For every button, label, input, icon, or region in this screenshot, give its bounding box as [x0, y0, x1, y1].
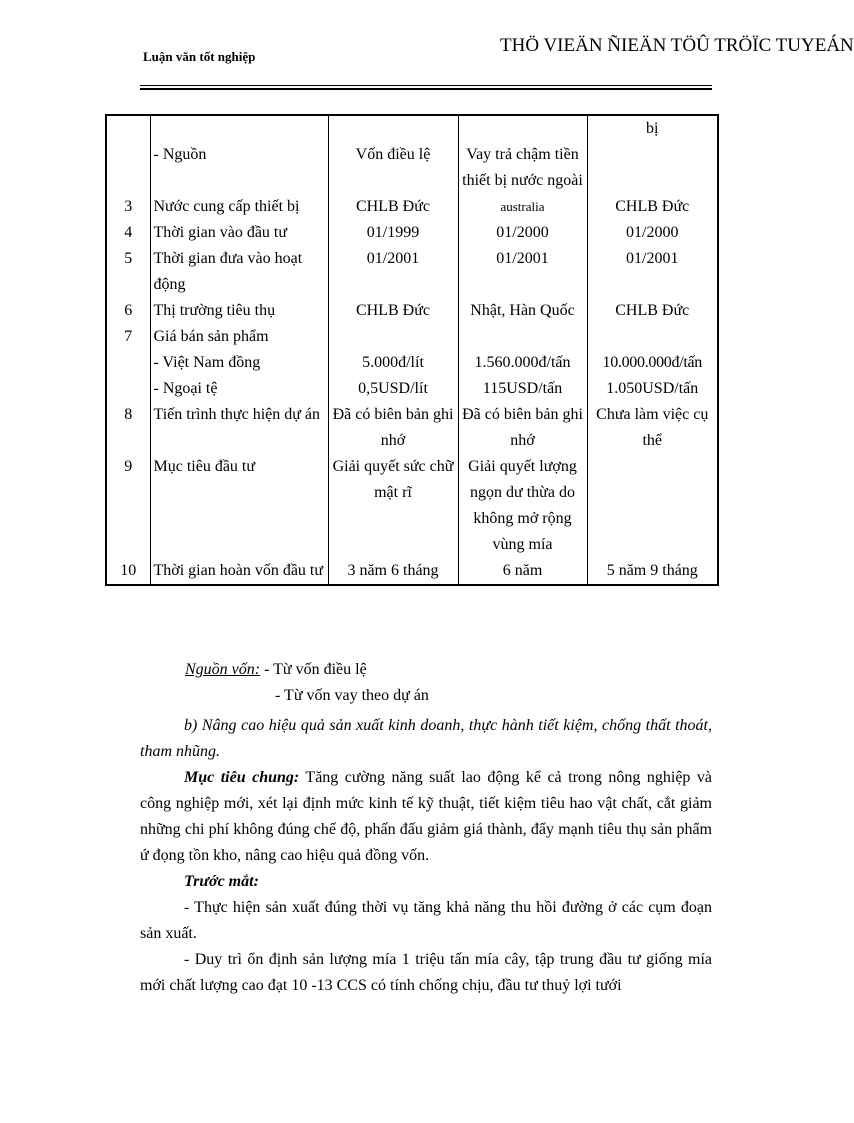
col2-value: CHLB Đức: [328, 298, 458, 324]
row-label: Thời gian đưa vào hoạt động: [150, 246, 328, 298]
row-label: Thị trường tiêu thụ: [150, 298, 328, 324]
goal-label: Mục tiêu chung:: [184, 769, 300, 786]
header-right-title: THÖ VIEÄN ÑIEÄN TÖÛ TRÖÏC TUYEÁN: [500, 35, 854, 56]
col3-value: 6 năm: [458, 558, 587, 585]
row-label: Thời gian hoàn vốn đầu tư: [150, 558, 328, 585]
table-row: [106, 142, 718, 194]
row-number: 6: [106, 298, 150, 324]
header-rule-thin: [140, 85, 712, 86]
col3-value: [458, 115, 587, 142]
col2-value: [328, 115, 458, 142]
col4-value: CHLB Đức: [587, 298, 718, 324]
col2-value: Đã có biên bản ghi nhớ: [328, 402, 458, 454]
col4-value: 10.000.000đ/tấn: [587, 350, 718, 376]
col2-value: 01/1999: [328, 220, 458, 246]
col4-value: [587, 324, 718, 350]
source-label: Nguồn vốn:: [185, 661, 261, 678]
row-label: Thời gian vào đầu tư: [150, 220, 328, 246]
immediate-heading: Trước mắt:: [184, 873, 259, 890]
row-number: [106, 115, 150, 142]
col4-value: Chưa làm việc cụ thể: [587, 402, 718, 454]
table-row: [106, 376, 718, 402]
col2-value: 01/2001: [328, 246, 458, 298]
col2-value: 0,5USD/lít: [328, 376, 458, 402]
source-item-2: - Từ vốn vay theo dự án: [275, 687, 429, 704]
row-number: [106, 142, 150, 194]
row-number: 5: [106, 246, 150, 298]
row-number: 8: [106, 402, 150, 454]
col2-value: Vốn điều lệ: [328, 142, 458, 194]
header-rule-thick: [140, 88, 712, 90]
col2-value: CHLB Đức: [328, 194, 458, 220]
col4-value: bị: [587, 115, 718, 142]
source-item-1: - Từ vốn điều lệ: [260, 661, 367, 678]
col3-value: Giải quyết lượng ngọn dư thừa do không mở rộng vùng mía: [458, 454, 587, 558]
col3-value: 01/2001: [458, 246, 587, 298]
col4-value: CHLB Đức: [587, 194, 718, 220]
table-row: [106, 324, 718, 350]
col3-value: 1.560.000đ/tấn: [458, 350, 587, 376]
table-row: [106, 246, 718, 298]
bullet-paragraph-2: - Duy trì ổn định sản lượng mía 1 triệu tấn mía cây, tập trung đầu tư giống mía mới chất lượng cao đạt 10 -13 CCS có tính chống chịu, đầu tư thuỷ lợi tưới: [140, 951, 712, 994]
col3-value: [458, 324, 587, 350]
col3-value: Nhật, Hàn Quốc: [458, 298, 587, 324]
row-label: Mục tiêu đầu tư: [150, 454, 328, 558]
body-text: [140, 713, 712, 999]
goal-text: Tăng cường năng suất lao động kể cả trong nông nghiệp và công nghiệp mới, xét lại định mức kinh tế kỹ thuật, tiết kiệm tiêu hao vật chất, cắt giảm những chi phí không đúng chế độ, phấn đấu giảm giá thành, đẩy mạnh tiêu thụ sản phẩm ứ đọng tồn kho, nâng cao hiệu quả đồng vốn.: [140, 769, 712, 864]
col4-value: 1.050USD/tấn: [587, 376, 718, 402]
source-line-1: [185, 661, 367, 679]
table-row: [106, 558, 718, 585]
table-row: [106, 454, 718, 558]
goal-paragraph: [140, 765, 712, 869]
row-number: 7: [106, 324, 150, 350]
row-label: - Ngoại tệ: [150, 376, 328, 402]
col4-value: [587, 142, 718, 194]
col4-value: 01/2001: [587, 246, 718, 298]
row-label: Tiến trình thực hiện dự án: [150, 402, 328, 454]
table-row: [106, 220, 718, 246]
bullet-paragraph-1: - Thực hiện sản xuất đúng thời vụ tăng khả năng thu hồi đường ở các cụm đoạn sản xuất.: [140, 899, 712, 942]
row-label: Giá bán sản phẩm: [150, 324, 328, 350]
col3-value: australia: [458, 194, 587, 220]
row-label: - Nguồn: [150, 142, 328, 194]
col3-value: Đã có biên bản ghi nhớ: [458, 402, 587, 454]
row-label: Nước cung cấp thiết bị: [150, 194, 328, 220]
col4-value: 01/2000: [587, 220, 718, 246]
row-number: [106, 350, 150, 376]
col2-value: 5.000đ/lít: [328, 350, 458, 376]
row-number: 10: [106, 558, 150, 585]
header-left-title: Luận văn tốt nghiệp: [143, 49, 256, 64]
table-row: [106, 115, 718, 142]
col2-value: [328, 324, 458, 350]
table-row: [106, 350, 718, 376]
row-number: [106, 376, 150, 402]
col3-value: 115USD/tấn: [458, 376, 587, 402]
col3-value: Vay trả chậm tiền thiết bị nước ngoài: [458, 142, 587, 194]
row-number: 4: [106, 220, 150, 246]
col4-value: 5 năm 9 tháng: [587, 558, 718, 585]
row-number: 3: [106, 194, 150, 220]
section-heading-b: b) Nâng cao hiệu quả sản xuất kinh doanh, thực hành tiết kiệm, chống thất thoát, tham nhũng.: [140, 717, 712, 760]
row-number: 9: [106, 454, 150, 558]
investment-projects-table: [105, 114, 719, 586]
row-label: [150, 115, 328, 142]
col2-value: Giải quyết sức chữ mật rĩ: [328, 454, 458, 558]
row-label: - Việt Nam đồng: [150, 350, 328, 376]
col3-value: 01/2000: [458, 220, 587, 246]
table-row: [106, 298, 718, 324]
col4-value: [587, 454, 718, 558]
col2-value: 3 năm 6 tháng: [328, 558, 458, 585]
table-row: [106, 194, 718, 220]
table-row: [106, 402, 718, 454]
